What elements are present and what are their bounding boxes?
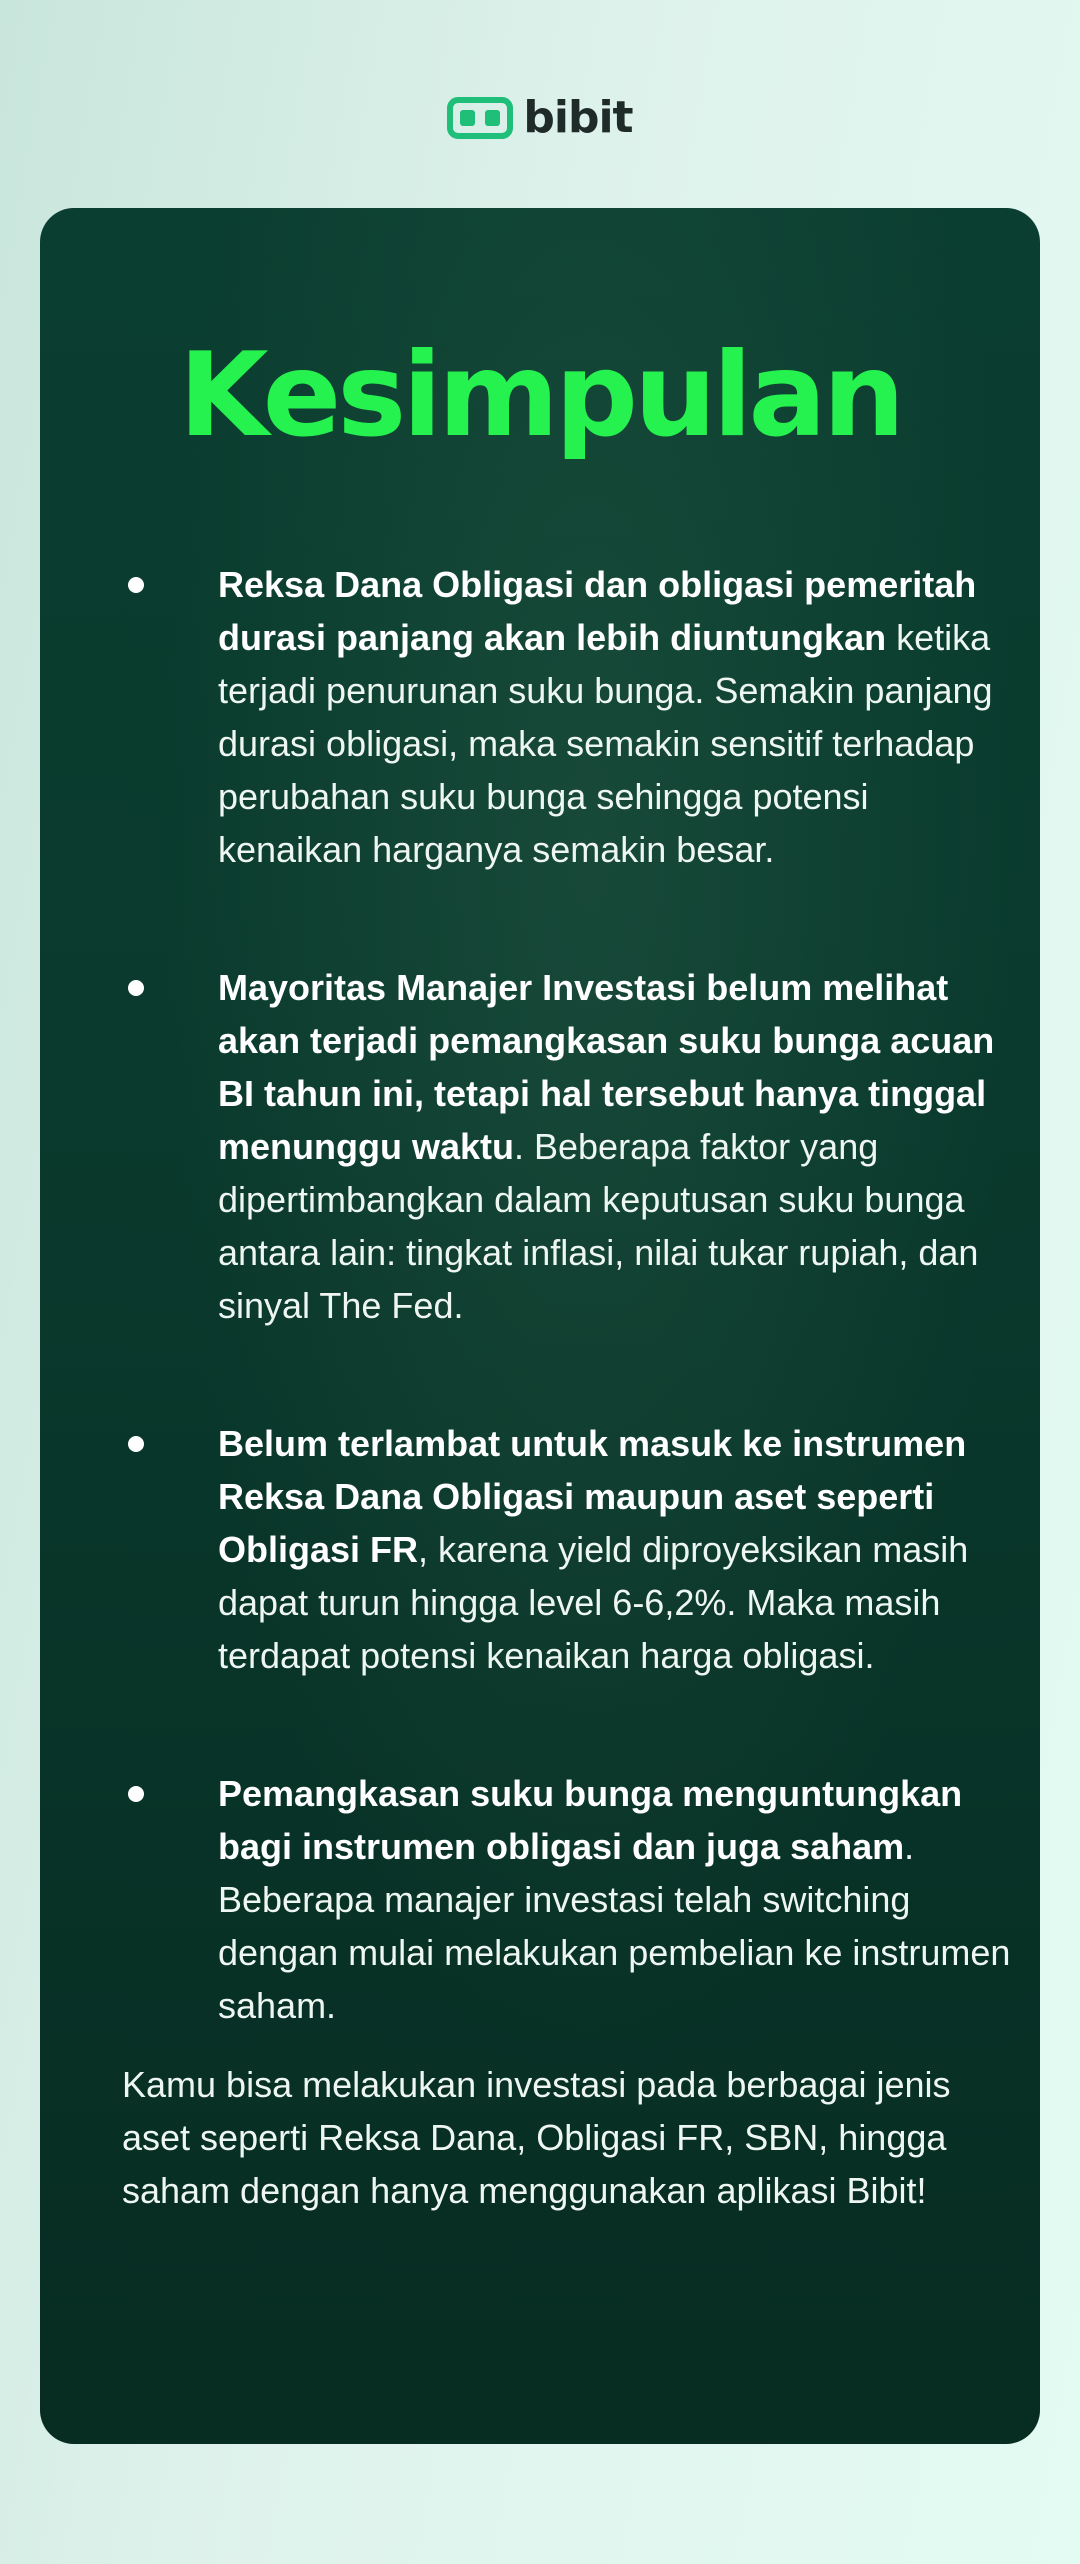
point-highlight: Reksa Dana Obligasi dan obligasi pemeritah durasi panjang akan lebih diuntungkan — [218, 564, 977, 658]
conclusion-point-4 — [122, 1767, 1022, 2032]
point-text: ketika terjadi penurunan suku bunga. Semakin panjang durasi obligasi, maka semakin sensitif terhadap perubahan suku bunga sehingga potensi kenaikan harganya semakin besar. — [218, 617, 993, 870]
point-highlight: Pemangkasan suku bunga menguntungkan bagi instrumen obligasi dan juga saham — [218, 1773, 963, 1867]
point-highlight: Mayoritas Manajer Investasi belum melihat akan terjadi pemangkasan suku bunga acuan BI tahun ini, tetapi hal tersebut hanya tinggal menunggu waktu — [218, 967, 995, 1167]
point-text: . Beberapa faktor yang dipertimbangkan dalam keputusan suku bunga antara lain: tingkat inflasi, nilai tukar rupiah, dan sinyal The Fed. — [218, 1126, 979, 1326]
bullet-icon — [128, 577, 144, 593]
point-text: . Beberapa manajer investasi telah switching dengan mulai melakukan pembelian ke instrumen saham. — [218, 1826, 1011, 2026]
point-highlight: Belum terlambat untuk masuk ke instrumen Reksa Dana Obligasi maupun aset seperti Obligasi FR — [218, 1423, 967, 1570]
summary-card — [40, 208, 1040, 2444]
closing-text: Kamu bisa melakukan investasi pada berbagai jenis aset seperti Reksa Dana, Obligasi FR, SBN, hingga saham dengan hanya menggunakan aplikasi Bibit! — [122, 2064, 951, 2211]
bullet-icon — [128, 1436, 144, 1452]
bullet-icon — [128, 1786, 144, 1802]
conclusion-point-2 — [122, 961, 1022, 1332]
bibit-logo-icon — [447, 97, 513, 139]
bullet-icon — [128, 980, 144, 996]
card-title: Kesimpulan — [178, 328, 902, 463]
conclusion-point-1 — [122, 558, 1022, 876]
conclusion-point-3 — [122, 1417, 1022, 1682]
point-text: , karena yield diproyeksikan masih dapat turun hingga level 6-6,2%. Maka masih terdapat potensi kenaikan harga obligasi. — [218, 1529, 969, 1676]
brand-logo — [0, 92, 1080, 144]
conclusion-list — [122, 558, 1022, 2032]
brand-name: bibit — [523, 92, 633, 143]
